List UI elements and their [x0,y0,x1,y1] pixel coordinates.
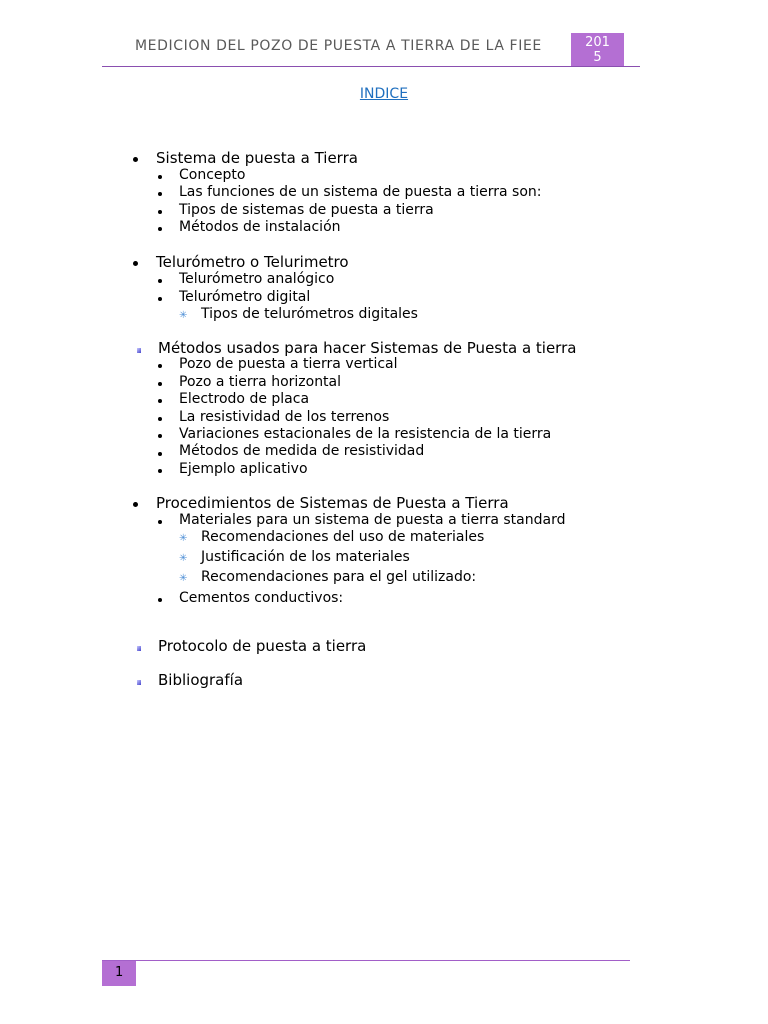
bullet-dot [158,452,162,456]
toc-section-bibliografia: Bibliografía [158,671,244,689]
document-header-title: MEDICION DEL POZO DE PUESTA A TIERRA DE LA FIEE [135,38,542,54]
bullet-dot [158,297,162,301]
bullet-dot [158,175,162,179]
bullet-dot [158,227,162,231]
bullet-dot [158,192,162,196]
toc-item: Métodos de instalación [179,219,341,235]
toc-item: Cementos conductivos: [179,590,344,606]
toc-item: Concepto [179,167,246,183]
toc-item: Telurómetro digital [179,289,311,305]
year-line-2: 5 [593,50,602,65]
star-bullet-icon: ✳ [179,573,188,584]
toc-item: Métodos de medida de resistividad [179,443,425,459]
toc-item: Variaciones estacionales de la resistencia de la tierra [179,426,552,442]
toc-section-telurometro: Telurómetro o Telurimetro [156,253,349,271]
toc-item: Las funciones de un sistema de puesta a tierra son: [179,184,542,200]
star-bullet-icon: ✳ [179,533,188,544]
page-number-badge: 1 [102,961,136,986]
header-year-badge [571,33,624,67]
toc-item: Materiales para un sistema de puesta a tierra standard [179,512,566,528]
bullet-dot [133,261,138,266]
bullet-dot [158,417,162,421]
toc-subitem: Recomendaciones para el gel utilizado: [201,569,477,585]
bullet-dot [158,598,162,602]
bullet-dot [158,520,162,524]
toc-section-procedimientos: Procedimientos de Sistemas de Puesta a Tierra [156,494,509,512]
star-bullet-icon: ✳ [179,310,188,321]
toc-item: Telurómetro analógico [179,271,335,287]
bullet-dot [133,157,138,162]
square-bullet-icon [137,680,141,685]
bullet-dot [158,279,162,283]
toc-item: Electrodo de placa [179,391,310,407]
bullet-dot [158,364,162,368]
footer-divider [102,960,630,961]
toc-subitem: Justificación de los materiales [201,549,410,565]
toc-section-protocolo: Protocolo de puesta a tierra [158,637,367,655]
toc-title-link[interactable]: INDICE [359,86,409,102]
star-bullet-icon: ✳ [179,553,188,564]
toc-item: Tipos de sistemas de puesta a tierra [179,202,434,218]
toc-item: Ejemplo aplicativo [179,461,308,477]
bullet-dot [158,382,162,386]
square-bullet-icon [137,348,141,353]
bullet-dot [133,502,138,507]
square-bullet-icon [137,646,141,651]
toc-item: Pozo a tierra horizontal [179,374,342,390]
year-line-1: 201 [585,35,610,50]
toc-section-metodos: Métodos usados para hacer Sistemas de Puesta a tierra [158,339,577,357]
bullet-dot [158,434,162,438]
toc-item: Pozo de puesta a tierra vertical [179,356,398,372]
toc-section-sistema-puesta-tierra: Sistema de puesta a Tierra [156,149,358,167]
toc-item: La resistividad de los terrenos [179,409,390,425]
bullet-dot [158,469,162,473]
toc-subitem: Recomendaciones del uso de materiales [201,529,485,545]
bullet-dot [158,399,162,403]
toc-subitem: Tipos de telurómetros digitales [201,306,418,322]
bullet-dot [158,210,162,214]
header-divider [102,66,640,67]
